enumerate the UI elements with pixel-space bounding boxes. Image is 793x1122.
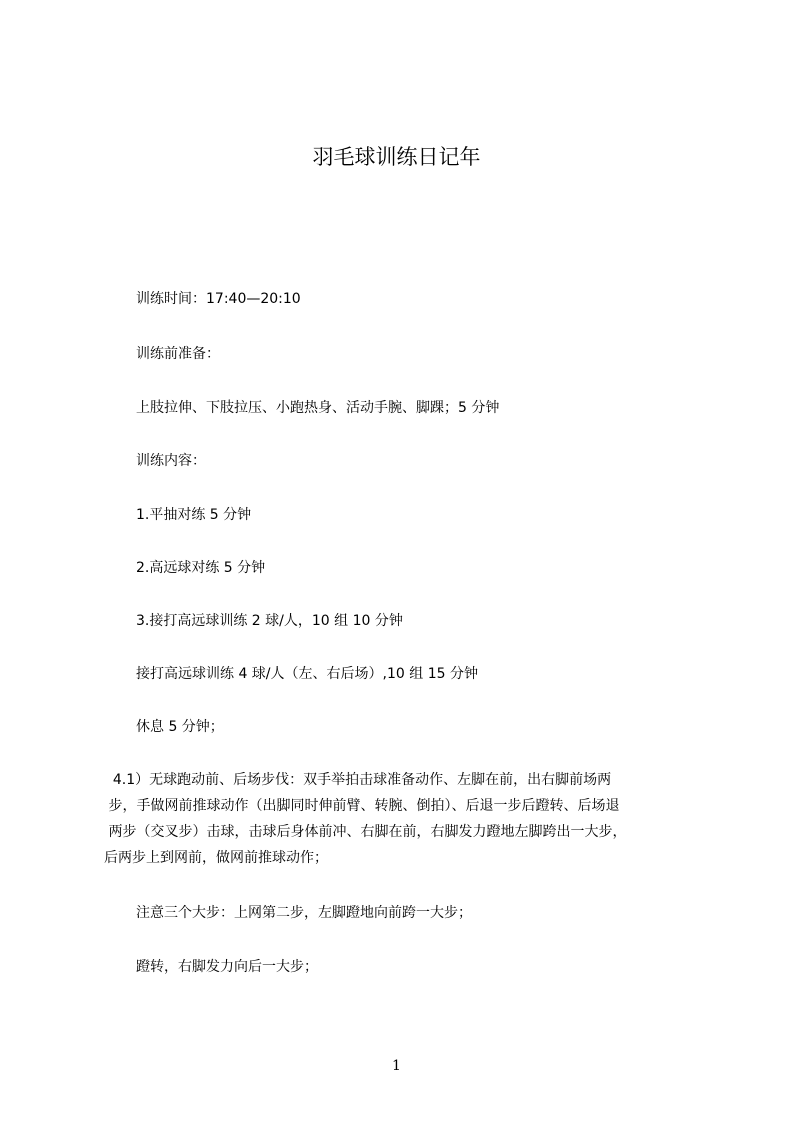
list-item-3: 3.接打高远球训练 2 球/人，10 组 10 分钟 (136, 613, 403, 629)
footwork-line-1: 4.1）无球跑动前、后场步伐：双手举拍击球准备动作、左脚在前，出右脚前场两 (104, 772, 612, 788)
footwork-line-2: 步，手做网前推球动作（出脚同时伸前臂、转腕、倒拍）、后退一步后蹬转、后场退 (104, 798, 620, 814)
warmup-text: 上肢拉伸、下肢拉压、小跑热身、活动手腕、脚踝；5 分钟 (136, 400, 500, 416)
document-title: 羽毛球训练日记年 (312, 145, 481, 169)
footwork-line-3: 两步（交叉步）击球，击球后身体前冲、右脚在前，右脚发力蹬地左脚跨出一大步， (104, 824, 627, 840)
training-time-text: 训练时间：17:40—20:10 (136, 291, 301, 307)
list-item-3-continued: 接打高远球训练 4 球/人（左、右后场）,10 组 15 分钟 (136, 666, 478, 682)
footwork-paragraph (104, 767, 724, 871)
page-number: 1 (392, 1058, 401, 1074)
list-item-2: 2.高远球对练 5 分钟 (136, 560, 266, 576)
note-text: 注意三个大步：上网第二步，左脚蹬地向前跨一大步； (136, 905, 472, 921)
pivot-text: 蹬转，右脚发力向后一大步； (136, 959, 318, 975)
footwork-line-4: 后两步上到网前，做网前推球动作； (104, 850, 328, 866)
rest-text: 休息 5 分钟； (136, 719, 224, 735)
pre-training-heading: 训练前准备： (136, 346, 220, 362)
training-content-heading: 训练内容： (136, 453, 206, 469)
list-item-1: 1.平抽对练 5 分钟 (136, 507, 252, 523)
